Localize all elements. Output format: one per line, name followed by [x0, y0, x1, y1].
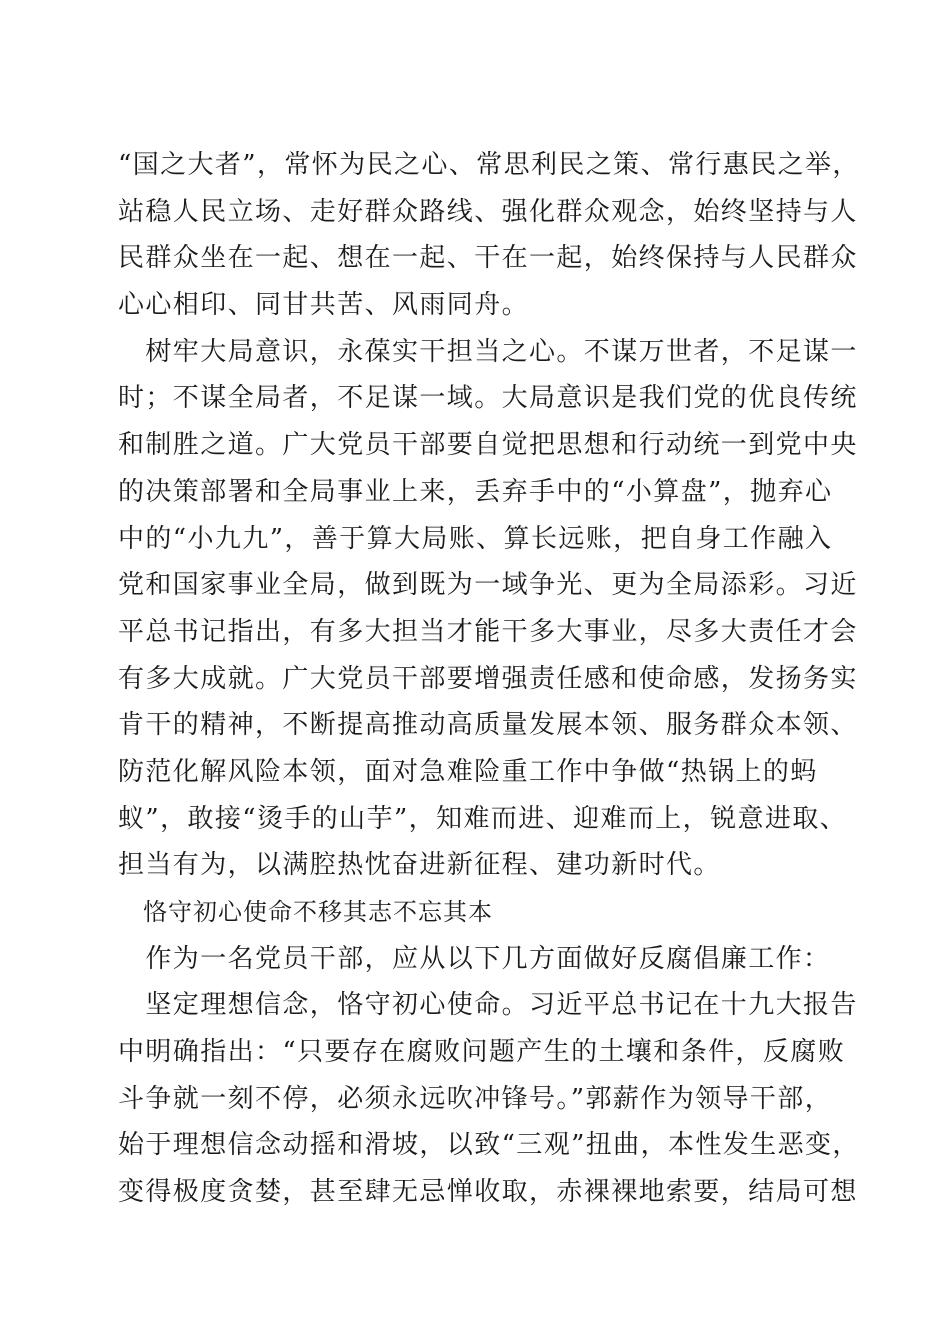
text-line: 斗争就一刻不停，必须永远吹冲锋号。”郭薪作为领导干部， [118, 1083, 833, 1114]
paragraph-intro [118, 936, 838, 983]
text-line: 变得极度贪婪，甚至肆无忌惮收取，赤裸裸地索要，结局可想 [118, 1177, 858, 1208]
text-line: 蚁”，敢接“烫手的山芋”，知难而进、迎难而上，锐意进取、 [118, 803, 848, 834]
paragraph-ideals-beliefs [118, 982, 860, 1215]
text-line: 肯干的精神，不断提高推动高质量发展本领、服务群众本领、 [118, 710, 858, 741]
text-line: 党和国家事业全局，做到既为一域争光、更为全局添彩。习近 [118, 570, 858, 601]
text-line: 作为一名党员干部，应从以下几方面做好反腐倡廉工作： [118, 943, 831, 974]
text-line: 民群众坐在一起、想在一起、干在一起，始终保持与人民群众 [118, 243, 858, 274]
text-line: 树牢大局意识，永葆实干担当之心。不谋万世者，不足谋一 [118, 336, 858, 367]
text-line: 中明确指出：“只要存在腐败问题产生的土壤和条件，反腐败 [118, 1037, 846, 1068]
text-line: 始于理想信念动摇和滑坡，以致“三观”扭曲，本性发生恶变， [118, 1130, 860, 1161]
document-body [118, 142, 860, 1216]
section-heading [118, 889, 838, 936]
text-line: “国之大者”，常怀为民之心、常思利民之策、常行惠民之举， [118, 150, 860, 180]
paragraph-people-stance [118, 142, 860, 329]
paragraph-overall-situation [118, 329, 858, 889]
text-line: 时；不谋全局者，不足谋一域。大局意识是我们党的优良传统 [118, 383, 858, 414]
text-line: 和制胜之道。广大党员干部要自觉把思想和行动统一到党中央 [118, 430, 858, 461]
text-line: 中的“小九九”，善于算大局账、算长远账，把自身工作融入 [118, 523, 833, 554]
text-line: 站稳人民立场、走好群众路线、强化群众观念，始终坚持与人 [118, 196, 858, 227]
text-line: 坚定理想信念，恪守初心使命。习近平总书记在十九大报告 [118, 990, 858, 1021]
text-line: 有多大成就。广大党员干部要增强责任感和使命感，发扬务实 [118, 663, 858, 694]
text-line: 担当有为，以满腔热忱奋进新征程、建功新时代。 [118, 850, 721, 881]
text-line: 的决策部署和全局事业上来，丢弃手中的“小算盘”，抛弃心 [118, 476, 833, 507]
text-line: 心心相印、同甘共苦、风雨同舟。 [118, 290, 530, 321]
text-line: 防范化解风险本领，面对急难险重工作中争做“热锅上的蚂 [118, 756, 818, 787]
text-line: 平总书记指出，有多大担当才能干多大事业，尽多大责任才会 [118, 616, 858, 647]
heading-text: 恪守初心使命不移其志不忘其本 [118, 898, 493, 926]
